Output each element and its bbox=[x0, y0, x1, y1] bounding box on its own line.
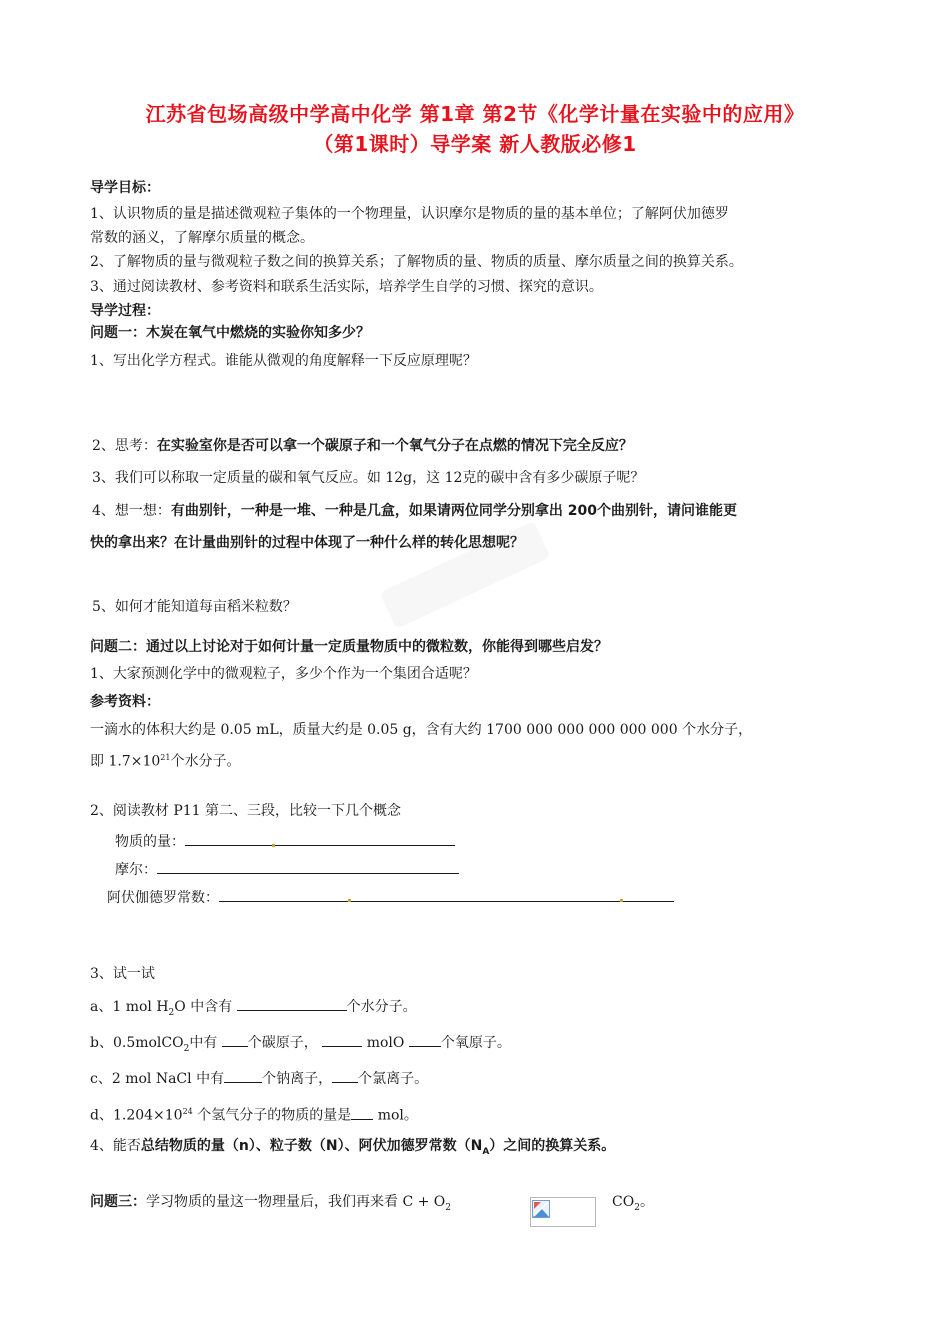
try-c-mid: 个钠离子， bbox=[262, 1071, 333, 1087]
product-sub: 2 bbox=[634, 1202, 640, 1213]
try-c-blank-2[interactable] bbox=[332, 1068, 358, 1083]
marker-dot bbox=[620, 899, 623, 902]
concept-2-label: 摩尔： bbox=[115, 862, 157, 878]
goal-1-line-b: 常数的涵义，了解摩尔质量的概念。 bbox=[90, 230, 314, 246]
item-4-summary-prefix: 4、能否 bbox=[90, 1138, 141, 1154]
product-end: 。 bbox=[639, 1194, 654, 1210]
concept-2-blank[interactable] bbox=[157, 859, 459, 874]
question-1-item-2 bbox=[92, 436, 633, 456]
try-b-blank-1[interactable] bbox=[222, 1032, 248, 1047]
try-b-pre: b、0.5molCO bbox=[90, 1035, 184, 1051]
question-1-item-5: 5、如何才能知道每亩稻米粒数？ bbox=[92, 599, 297, 615]
try-d-exponent: 24 bbox=[182, 1107, 193, 1116]
question-3-sub: 2 bbox=[445, 1202, 452, 1213]
try-b-mid2: 个碳原子， bbox=[247, 1035, 318, 1051]
concept-3-blank[interactable] bbox=[219, 887, 674, 902]
item-4-prefix: 4、想一想： bbox=[92, 503, 171, 519]
document-title-line1: 江苏省包场高级中学高中化学 第1章 第2节《化学计量在实验中的应用》 bbox=[145, 102, 805, 126]
ref-b-pre: 即 1.7×10 bbox=[90, 753, 161, 770]
try-b-post: 个氧原子。 bbox=[440, 1035, 511, 1051]
ref-b-post: 个水分子。 bbox=[170, 753, 241, 770]
marker-dot bbox=[348, 899, 351, 902]
try-a-sub: 2 bbox=[168, 1007, 175, 1018]
reference-line-a: 一滴水的体积大约是 0.05 mL，质量大约是 0.05 g，含有大约 1700 000 000 000 000 000 个水分子， bbox=[90, 722, 753, 738]
reference-heading: 参考资料： bbox=[90, 694, 160, 710]
item-4-summary-sub: A bbox=[482, 1146, 490, 1157]
try-a-mid: O 中含有 bbox=[174, 999, 233, 1015]
item-4-bold-text-a: 有曲别针，一种是一堆、一种是几盒，如果请两位同学分别拿出 200个曲别针，请问谁能更 bbox=[170, 503, 738, 519]
question-2-item-4 bbox=[90, 1136, 615, 1162]
concept-amount-of-substance bbox=[115, 831, 455, 852]
try-b-blank-2[interactable] bbox=[322, 1032, 362, 1047]
question-2-item-2: 2、阅读教材 P11 第二、三段，比较一下几个概念 bbox=[90, 803, 402, 819]
concept-3-label: 阿伏伽德罗常数： bbox=[107, 890, 219, 906]
item-2-prefix: 2、思考： bbox=[92, 438, 157, 454]
ref-b-exponent: 21 bbox=[160, 753, 171, 762]
question-1-item-3: 3、我们可以称取一定质量的碳和氧气反应。如 12g，这 12克的碳中含有多少碳原子呢？ bbox=[92, 470, 645, 486]
try-c-blank-1[interactable] bbox=[224, 1068, 262, 1083]
try-b-blank-3[interactable] bbox=[409, 1032, 441, 1047]
goals-heading: 导学目标： bbox=[90, 180, 160, 196]
try-a-blank[interactable] bbox=[237, 996, 347, 1011]
broken-image-icon bbox=[532, 1200, 550, 1218]
try-b-mid3: molO bbox=[366, 1035, 405, 1051]
document-title-line2: （第1课时）导学案 新人教版必修1 bbox=[313, 132, 637, 156]
try-a-pre: a、1 mol H bbox=[90, 999, 169, 1015]
goal-3: 3、通过阅读教材、参考资料和联系生活实际，培养学生自学的习惯、探究的意识。 bbox=[90, 279, 603, 295]
try-c-post: 个氯离子。 bbox=[358, 1071, 429, 1087]
marker-dot bbox=[272, 844, 275, 847]
item-4-summary-bold: 总结物质的量（n）、粒子数（N）、阿伏加德罗常数（N bbox=[140, 1138, 483, 1154]
try-d-blank[interactable] bbox=[351, 1105, 373, 1120]
question-1-heading: 问题一：木炭在氧气中燃烧的实验你知多少？ bbox=[90, 325, 370, 341]
try-item-a bbox=[90, 996, 417, 1023]
try-item-b bbox=[90, 1032, 511, 1059]
question-1-item-1: 1、写出化学方程式。谁能从微观的角度解释一下反应原理呢？ bbox=[90, 353, 477, 369]
reaction-product bbox=[612, 1192, 654, 1218]
item-2-bold-text: 在实验室你是否可以拿一个碳原子和一个氧气分子在点燃的情况下完全反应？ bbox=[156, 438, 633, 454]
reference-line-b bbox=[90, 748, 240, 772]
product-formula: CO bbox=[612, 1194, 635, 1210]
try-b-sub: 2 bbox=[183, 1043, 190, 1054]
try-item-d bbox=[90, 1102, 418, 1126]
concept-mole bbox=[115, 859, 459, 880]
concept-1-blank[interactable] bbox=[185, 831, 455, 846]
question-1-item-4-line-b: 快的拿出来？在计量曲别针的过程中体现了一种什么样的转化思想呢？ bbox=[90, 535, 524, 551]
question-3 bbox=[90, 1192, 451, 1218]
try-d-pre: d、1.204×10 bbox=[90, 1107, 183, 1124]
try-d-post: mol。 bbox=[377, 1107, 418, 1124]
item-4-summary-tail: ）之间的换算关系。 bbox=[489, 1138, 616, 1154]
concept-1-label: 物质的量： bbox=[115, 834, 185, 850]
goal-1-line-a: 1、认识物质的量是描述微观粒子集体的一个物理量，认识摩尔是物质的量的基本单位；了解阿伏加德罗 bbox=[90, 206, 729, 222]
question-2-item-1: 1、大家预测化学中的微观粒子，多少个作为一个集团合适呢？ bbox=[90, 666, 477, 682]
goal-2: 2、了解物质的量与微观粒子数之间的换算关系；了解物质的量、物质的质量、摩尔质量之间的换算关系。 bbox=[90, 254, 743, 270]
try-a-post: 个水分子。 bbox=[346, 999, 417, 1015]
question-2-heading: 问题二：通过以上讨论对于如何计量一定质量物质中的微粒数，你能得到哪些启发？ bbox=[90, 639, 608, 655]
process-heading: 导学过程： bbox=[90, 303, 160, 319]
question-3-label: 问题三： bbox=[90, 1194, 146, 1210]
question-3-text: 学习物质的量这一物理量后，我们再来看 C + O bbox=[146, 1194, 446, 1210]
concept-avogadro bbox=[107, 887, 674, 908]
try-b-mid: 中有 bbox=[189, 1035, 218, 1051]
try-d-mid: 个氢气分子的物质的量是 bbox=[197, 1107, 352, 1124]
question-2-item-3: 3、试一试 bbox=[90, 966, 155, 982]
try-item-c bbox=[90, 1068, 428, 1089]
question-1-item-4-line-a bbox=[92, 501, 737, 521]
try-c-pre: c、2 mol NaCl 中有 bbox=[90, 1071, 225, 1087]
